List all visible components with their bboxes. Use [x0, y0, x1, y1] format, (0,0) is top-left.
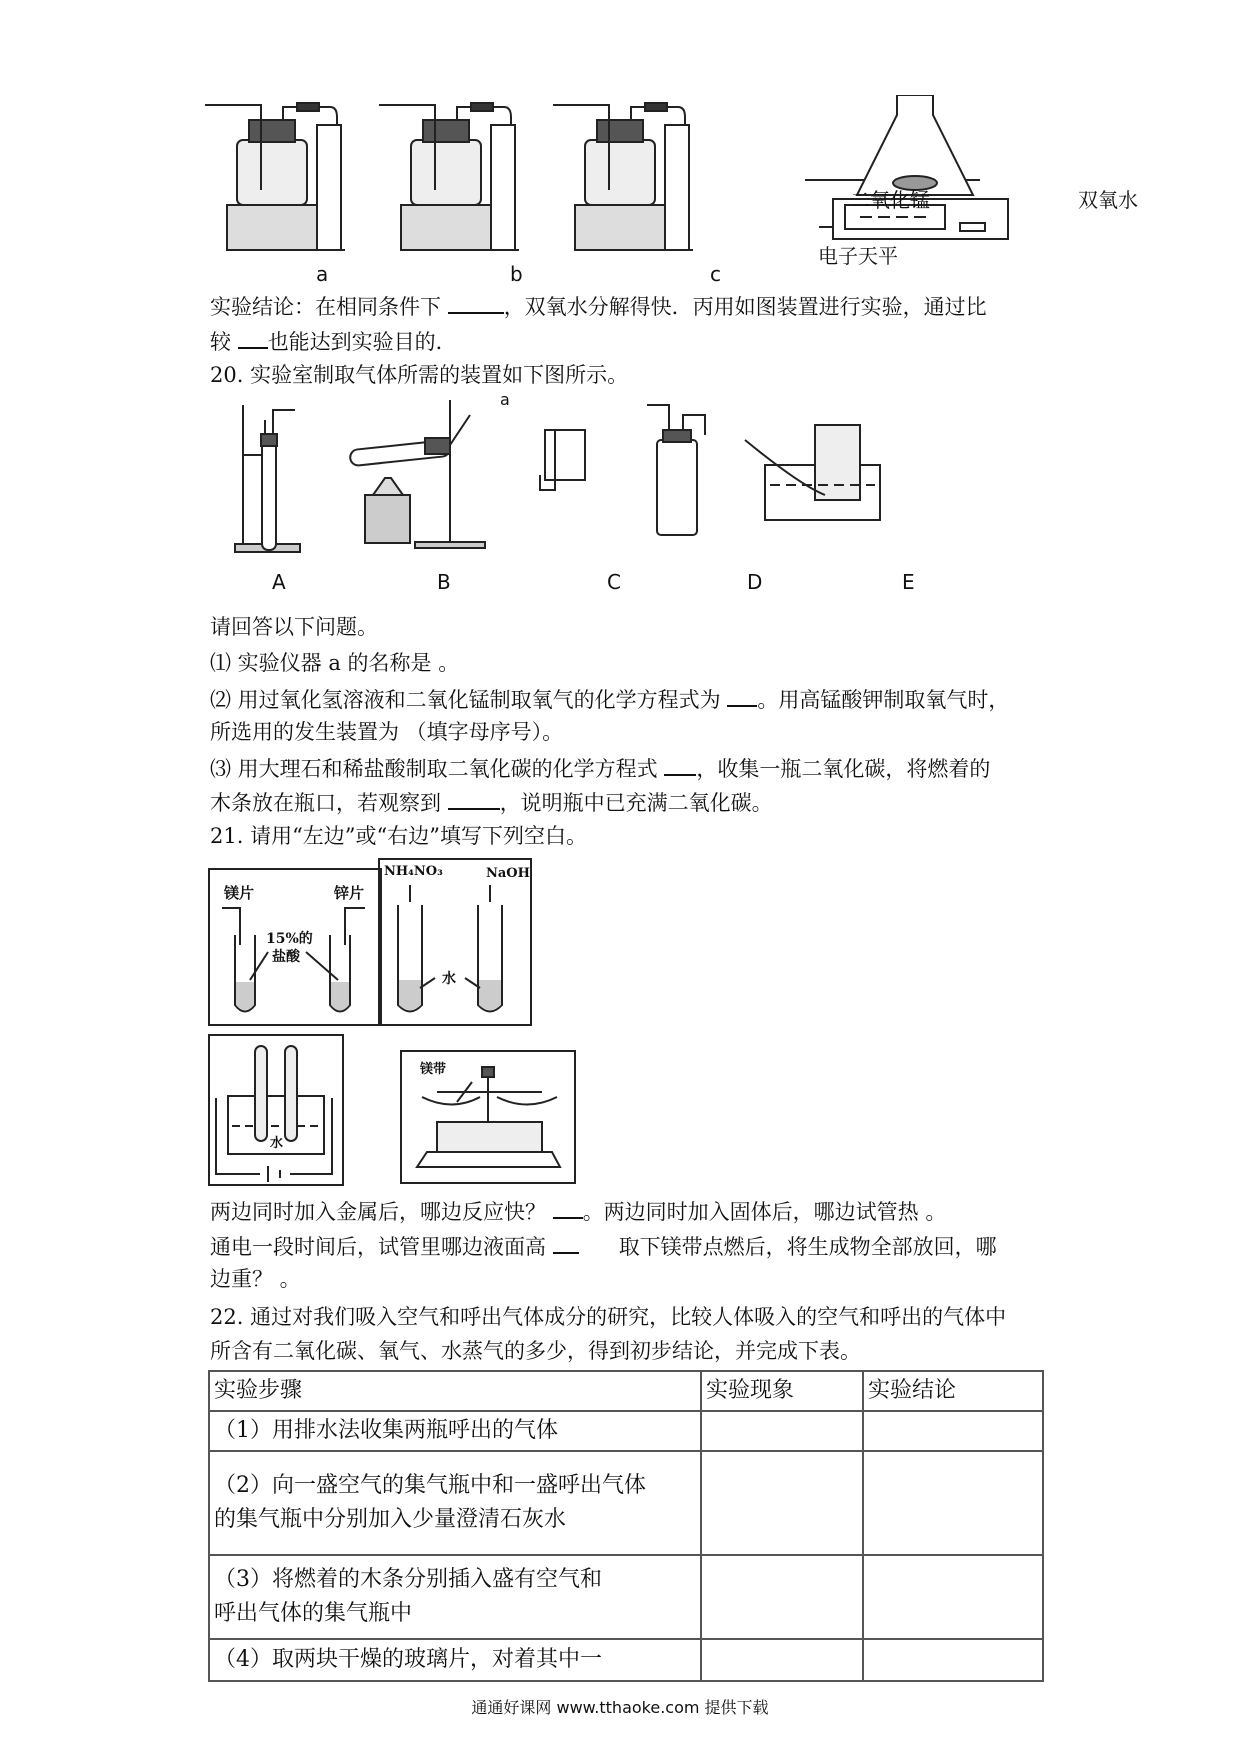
label-b: b — [510, 262, 523, 286]
q22-line1: 22. 通过对我们吸入空气和呼出气体成分的研究，比较人体吸入的空气和呼出的气体中 — [210, 1305, 1007, 1329]
apparatus-label-B: B — [437, 570, 451, 594]
figure-20-apparatus — [225, 400, 1005, 560]
label-h2o2: 双氧水 — [1078, 188, 1138, 212]
table-row — [209, 1555, 1043, 1639]
label-c: c — [710, 262, 721, 286]
conical-flask-on-balance — [805, 95, 1008, 239]
apparatus-label-A: A — [272, 570, 286, 594]
label-mg-ribbon: 镁带 — [420, 1062, 447, 1077]
q20-part2-line1: ⑵ 用过氧化氢溶液和二氧化锰制取氧气的化学方程式为 。用高锰酸钾制取氧气时， — [210, 683, 1009, 715]
conclusion-cell[interactable] — [863, 1555, 1043, 1639]
label-mg-strip: 镁片 — [224, 884, 255, 902]
q21-figure-metals — [208, 868, 382, 1026]
apparatus-C — [540, 430, 585, 490]
washing-bottle-b — [379, 103, 519, 250]
washing-bottle-a — [205, 103, 345, 250]
answer-blank[interactable] — [448, 786, 500, 810]
conclusion-cell[interactable] — [863, 1411, 1043, 1451]
apparatus-D — [647, 405, 705, 535]
table-row — [209, 1411, 1043, 1451]
q21-sentence1: 两边同时加入金属后，哪边反应快？ 。两边同时加入固体后，哪边试管热 。 — [210, 1195, 946, 1227]
answer-blank[interactable] — [664, 752, 696, 776]
q20-part3-line2: 木条放在瓶口，若观察到 ，说明瓶中已充满二氧化碳。 — [210, 786, 773, 818]
step-text: （3）将燃着的木条分别插入盛有空气和 — [214, 1567, 602, 1592]
q21-sentence3: 边重？ 。 — [210, 1267, 301, 1291]
answer-blank[interactable] — [448, 290, 504, 314]
q22-table — [208, 1370, 1044, 1682]
label-zn-strip: 锌片 — [334, 884, 365, 902]
phenomenon-cell[interactable] — [701, 1451, 863, 1555]
q21-figure-balance — [400, 1050, 576, 1184]
header-conclusion: 实验结论 — [863, 1371, 1043, 1411]
q20-part3-line1: ⑶ 用大理石和稀盐酸制取二氧化碳的化学方程式 ，收集一瓶二氧化碳，将燃着的 — [210, 752, 990, 784]
q20-part2-line2: 所选用的发生装置为 （填字母序号）。 — [210, 720, 564, 744]
step-text: （2）向一盛空气的集气瓶中和一盛呼出气体 — [214, 1473, 646, 1498]
label-acid: 盐酸 — [272, 949, 300, 965]
step-text: （1）用排水法收集两瓶呼出的气体 — [214, 1418, 558, 1443]
conclusion-cell[interactable] — [863, 1451, 1043, 1555]
conclusion-cell[interactable] — [863, 1639, 1043, 1681]
answer-blank[interactable] — [238, 325, 268, 349]
q19-conclusion-line1: 实验结论：在相同条件下 ，双氧水分解得快．丙用如图装置进行实验，通过比 — [210, 290, 987, 322]
page-footer: 通通好课网 www.tthaoke.com 提供下载 — [471, 1698, 769, 1717]
q22-line2: 所含有二氧化碳、氧气、水蒸气的多少，得到初步结论，并完成下表。 — [210, 1339, 861, 1363]
label-a: a — [316, 262, 329, 286]
apparatus-B — [349, 400, 485, 548]
header-phenomenon: 实验现象 — [701, 1371, 863, 1411]
label-water: 水 — [442, 971, 456, 987]
phenomenon-cell[interactable] — [701, 1639, 863, 1681]
phenomenon-cell[interactable] — [701, 1411, 863, 1451]
label-acid-pct: 15%的 — [266, 931, 313, 947]
phenomenon-cell[interactable] — [701, 1555, 863, 1639]
q21-sentence2: 通电一段时间后，试管里哪边液面高 取下镁带点燃后，将生成物全部放回，哪 — [210, 1230, 997, 1262]
pointer-a: a — [500, 390, 510, 409]
q20-prompt: 请回答以下问题。 — [210, 615, 378, 639]
q20-title: 20. 实验室制取气体所需的装置如下图所示。 — [210, 363, 629, 387]
table-header-row — [209, 1371, 1043, 1411]
step-text: 的集气瓶中分别加入少量澄清石灰水 — [214, 1507, 567, 1532]
label-balance: 电子天平 — [818, 244, 898, 268]
apparatus-A — [235, 405, 300, 552]
answer-blank[interactable] — [553, 1195, 583, 1219]
q21-figure-electrolysis — [208, 1034, 344, 1186]
washing-bottle-c — [553, 103, 693, 250]
table-row — [209, 1639, 1043, 1681]
label-nh4no3: NH₄NO₃ — [384, 864, 443, 879]
q20-part1: ⑴ 实验仪器 a 的名称是 。 — [210, 651, 460, 675]
apparatus-label-E: E — [902, 570, 915, 594]
step-text: 呼出气体的集气瓶中 — [214, 1601, 413, 1626]
answer-blank[interactable] — [727, 683, 757, 707]
apparatus-E — [745, 425, 880, 520]
q21-title: 21. 请用“左边”或“右边”填写下列空白。 — [210, 824, 588, 848]
q19-conclusion-line2: 较 也能达到实验目的． — [210, 325, 457, 357]
answer-blank[interactable] — [553, 1230, 579, 1254]
apparatus-label-C: C — [607, 570, 621, 594]
label-mno2: 二氧化锰 — [850, 188, 930, 212]
table-row — [209, 1451, 1043, 1555]
step-text: （4）取两块干燥的玻璃片，对着其中一 — [214, 1647, 602, 1672]
apparatus-label-D: D — [747, 570, 763, 594]
header-step: 实验步骤 — [209, 1371, 701, 1411]
q21-figure-dissolution — [378, 858, 532, 1026]
label-water-tank: 水 — [270, 1136, 284, 1151]
figure-19-apparatus — [205, 95, 1155, 295]
label-naoh: NaOH — [486, 866, 530, 881]
